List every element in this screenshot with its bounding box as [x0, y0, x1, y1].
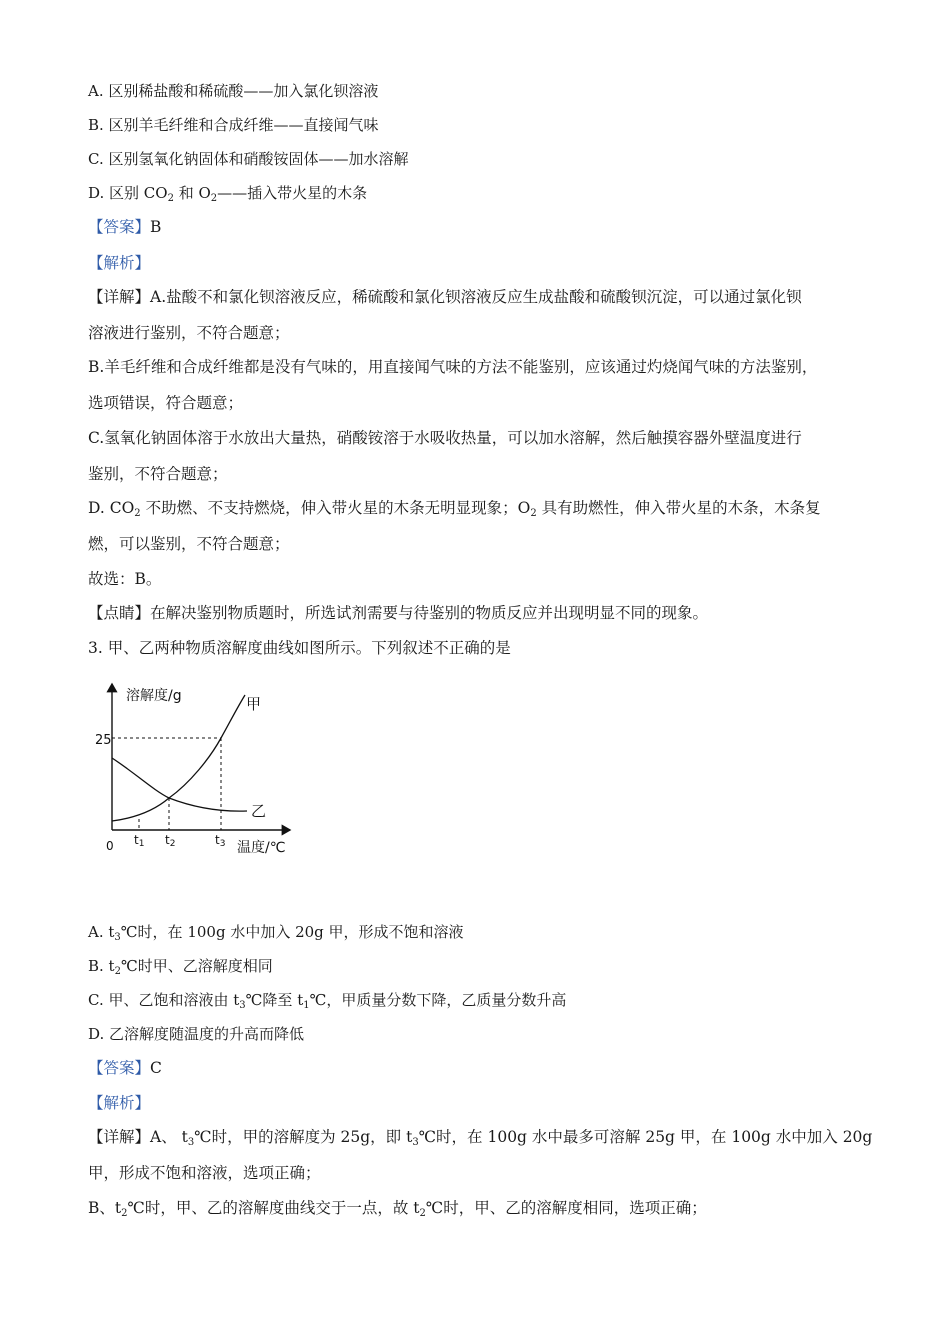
series-jia-curve: [112, 695, 245, 821]
y-axis-label: 溶解度/g: [126, 688, 182, 704]
solubility-chart: [95, 678, 305, 863]
q2-answer: 【答案】B: [88, 218, 162, 236]
q2-detail-line-5: C.氢氧化钠固体溶于水放出大量热，硝酸铵溶于水吸收热量，可以加水溶解，然后触摸容器外壁温度进行: [88, 429, 802, 447]
x-axis-label: 温度/℃: [237, 840, 286, 856]
series-yi-curve: [112, 758, 247, 811]
q2-detail-line-7: D. $CO_2$ 不助燃、不支持燃烧，伸入带火星的木条无明显现象；$O_2$ 具有助燃性，伸入带火星的木条，木条复: [88, 499, 821, 519]
x-tick-t3: t3: [215, 833, 226, 849]
q2-option-b: B. 区别羊毛纤维和合成纤维——直接闻气味: [88, 116, 379, 134]
q2-option-c: C. 区别氢氧化钠固体和硝酸铵固体——加水溶解: [88, 150, 409, 168]
q2-detail-line-8: 燃，可以鉴别，不符合题意；: [88, 535, 290, 553]
q3-answer: 【答案】C: [88, 1059, 162, 1077]
origin-label: 0: [106, 839, 114, 853]
q2-detail-line-1: 【详解】A.盐酸不和氯化钡溶液反应，稀硫酸和氯化钡溶液反应生成盐酸和硫酸钡沉淀，可以通过氯化钡: [88, 288, 802, 306]
q3-detail-line-2: 甲，形成不饱和溶液，选项正确；: [88, 1164, 321, 1182]
q3-option-b: B. $t_2℃$时甲、乙溶解度相同: [88, 957, 273, 977]
q3-stem: 3. 甲、乙两种物质溶解度曲线如图所示。下列叙述不正确的是: [88, 639, 511, 657]
q3-detail-line-3: B、$t_2℃$时，甲、乙的溶解度曲线交于一点，故 $t_2℃$时，甲、乙的溶解度相同，选项正确；: [88, 1199, 707, 1219]
q2-point: 【点睛】在解决鉴别物质题时，所选试剂需要与待鉴别的物质反应并出现明显不同的现象。: [88, 604, 709, 622]
q2-detail-line-9: 故选：B。: [88, 570, 162, 588]
x-tick-t1: t1: [134, 833, 145, 849]
q3-option-d: D. 乙溶解度随温度的升高而降低: [88, 1025, 305, 1043]
q3-option-a: A. $t_3℃$时，在 100g 水中加入 20g 甲，形成不饱和溶液: [88, 923, 464, 943]
x-tick-t2: t2: [165, 833, 176, 849]
q2-analysis-tag: 【解析】: [88, 254, 151, 272]
q3-option-c: C. 甲、乙饱和溶液由 $t_3℃$降至 $t_1℃$，甲质量分数下降，乙质量分数升高: [88, 991, 567, 1011]
q2-option-a: A. 区别稀盐酸和稀硫酸——加入氯化钡溶液: [88, 82, 379, 100]
q2-detail-line-6: 鉴别，不符合题意；: [88, 465, 228, 483]
q3-detail-line-1: 【详解】A、 $t_3℃$时，甲的溶解度为 25g，即 $t_3℃$时，在 100g 水中最多可溶解 25g 甲，在 100g 水中加入 20g: [88, 1128, 873, 1148]
q2-detail-line-4: 选项错误，符合题意；: [88, 394, 244, 412]
series-yi-label: 乙: [251, 802, 267, 820]
q2-option-d: D. 区别 $CO_2$ 和 $O_2——$插入带火星的木条: [88, 184, 368, 204]
y-tick-25: 25: [95, 733, 112, 748]
q2-detail-line-2: 溶液进行鉴别，不符合题意；: [88, 324, 290, 342]
q2-detail-line-3: B.羊毛纤维和合成纤维都是没有气味的，用直接闻气味的方法不能鉴别，应该通过灼烧闻气味的方法鉴别，: [88, 358, 818, 376]
series-jia-label: 甲: [246, 695, 262, 713]
q3-analysis-tag: 【解析】: [88, 1094, 151, 1112]
